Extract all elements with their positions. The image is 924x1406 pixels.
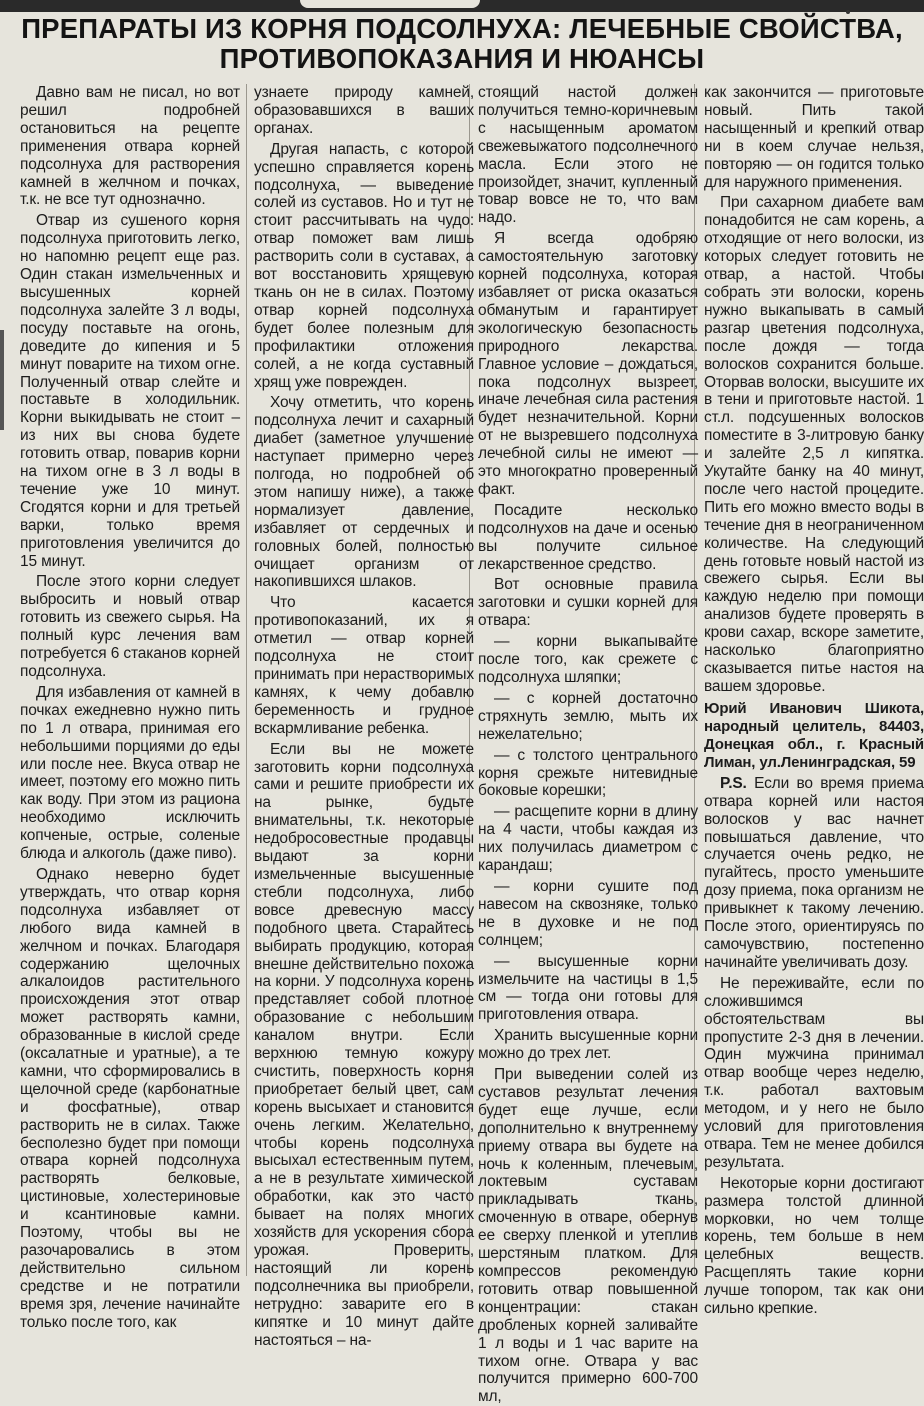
paragraph: Для избавления от камней в почках ежедневно нужно пить по 1 л отвара, принимая его небольшими порциями до еды или после нее. Вкуса отвар не имеет, поэтому его можно пить как воду. При этом из рациона необходимо исключить копченые, острые, соленые блюда и алкоголь (даже пиво).: [20, 683, 240, 863]
paragraph: Отвар из сушеного корня подсолнуха приготовить легко, но напомню рецепт еще раз. Один стакан измельченных и высушенных корней подсолнуха залейте 3 л воды, посуду поставьте на огонь, доведите до кипения и 5 минут поварите на тихом огне. Полученный отвар слейте и поставьте в холодильник. Корни выкидывать не стоит – из них вы снова будете готовить отвар, поварив корни на тихом огне в 3 л воды в течение уже 10 минут. Сгодятся корни и для третьей варки, только время приготовления увеличится до 15 минут.: [20, 212, 240, 570]
paragraph: Посадите несколько подсолнухов на даче и осенью вы получите сильное лекарственное средство.: [478, 501, 698, 573]
paragraph: Хранить высушенные корни можно до трех лет.: [478, 1027, 698, 1063]
paragraph: При выведении солей из суставов результат лечения будет еще лучше, если дополнительно к внутреннему приему отвара вы будете на ночь к коленным, плечевым, локтевым суставам прикладывать ткань, смоченную в отваре, обернув ее сверху пленкой и утеплив шерстяным платком. Для компрессов рекомендую готовить отвар повышенной концентрации: стакан дробленых корней заливайте 1 л воды и 1 час варите на тихом огне. Отвара у вас получится примерно 600-700 мл,: [478, 1066, 698, 1406]
column-2: [254, 84, 475, 1349]
column-3: [478, 84, 698, 1406]
paragraph: После этого корни следует выбросить и новый отвар готовить из свежего сырья. На полный курс лечения вам потребуется 6 стаканов корней подсолнуха.: [20, 573, 240, 680]
author-signature: Юрий Иванович Шикота, народный целитель, 84403, Донецкая обл., г. Красный Лиман, ул.Ленинградская, 59: [704, 699, 924, 771]
paragraph: Не переживайте, если по сложившимся обстоятельствам вы пропустите 2-3 дня в лечении. Один мужчина принимал отвар вообще через неделю, т.к. работал вахтовым методом, и у него не было условий для приготовления отвара. Тем не менее добился результата.: [704, 974, 924, 1171]
paragraph: Некоторые корни достигают размера толстой длинной морковки, но чем толще корень, тем больше в нем целебных веществ. Расщеплять такие корни лучше топором, так как они сильно крепкие.: [704, 1174, 924, 1318]
paragraph: Давно вам не писал, но вот решил подробней остановиться на рецепте применения отвара корней подсолнуха для растворения камней в желчном и почках, т.к. не все тут однозначно.: [20, 84, 240, 209]
paragraph: При сахарном диабете вам понадобится не сам корень, а отходящие от него волоски, из которых следует готовить не отвар, а настой. Чтобы собрать эти волоски, корень нужно выкапывать в самый разгар цветения подсолнуха, после дождя — тогда волосков сохранится больше. Оторвав волоски, высушите их в тени и приготовьте настой. 1 ст.л. подсушенных волосков поместите в 3-литровую банку и залейте 2,5 л кипятка. Укутайте банку на 40 минут, после чего настой процедите. Пить его можно вместо воды в течение дня в неограниченном количестве. На следующий день готовьте новый настой из свежего сырья. Если вы каждую неделю при помощи анализов будете проверять в крови сахар, вскоре заметите, насколько благоприятно сказывается питье настоя на вашем здоровье.: [704, 194, 924, 695]
paragraph: Вот основные правила заготовки и сушки корней для отвара:: [478, 576, 698, 630]
column-1: [20, 84, 240, 1331]
column-divider: [246, 84, 247, 1276]
top-border-gap: [300, 0, 480, 8]
paragraph: как закончится — приготовьте новый. Пить такой насыщенный и крепкий отвар ни в коем случае нельзя, повторяю — он годится только для наружного применения.: [704, 84, 924, 191]
column-4: [704, 84, 924, 1318]
paragraph: Если вы не можете заготовить корни подсолнуха сами и решите приобрести их на рынке, будьте внимательны, т.к. некоторые недобросовестные продавцы выдают за корни измельченные высушенные стебли подсолнуха, либо вовсе древесную массу подобного цвета. Старайтесь выбирать продукцию, которая внешне действительно похожа на корни. У подсолнуха корень представляет собой плотное образование с небольшим каналом внутри. Если верхнюю темную кожуру счистить, поверхность корня приобретает белый цвет, сам корень высыхает и становится очень легким. Желательно, чтобы корень подсолнуха высыхал естественным путем, а не в результате химической обработки, как это часто бывает на полях многих хозяйств для ускорения сбора урожая. Проверить, настоящий ли корень подсолнечника вы приобрели, нетрудно: заварите его в кипятке и 10 минут дайте настояться – на-: [254, 740, 474, 1349]
paragraph: Однако неверно будет утверждать, что отвар корня подсолнуха избавляет от любого вида камней в желчном и почках. Благодаря содержанию щелочных алкалоидов растительного происхождения этот отвар может растворять камни, образованные в кислой среде (оксалатные и уратные), а те камни, что сформировались в щелочной среде (карбонатные и фосфатные), отвар растворить не в силах. Также бесполезно будет при помощи отвара корней подсолнуха растворять белковые, цистиновые, холестериновые и ксантиновые камни. Поэтому, чтобы вы не разочаровались в этом действительно сильном средстве и не потратили время зря, лечение начинайте только после того, как: [20, 865, 240, 1331]
ps-text: Если во время приема отвара корней или настоя волосков у вас начнет повышаться давление, что случается очень редко, не пугайтесь, просто уменьшите дозу приема, пока организм не привыкнет к такому лечению. После этого, ориентируясь по самочувствию, постепенно начинайте увеличивать дозу.: [704, 774, 924, 971]
list-item: — с толстого центрального корня срежьте нитевидные боковые корешки;: [478, 746, 698, 800]
list-item: — корни выкапывайте после того, как срежете с подсолнуха шляпки;: [478, 633, 698, 686]
ps-label: P.S.: [720, 774, 747, 792]
paragraph: стоящий настой должен получиться темно-коричневым с насыщенным ароматом свежевыжатого подсолнечного масла. Если этого не произойдет, значит, купленный товар вовсе не то, что вам надо.: [478, 84, 698, 227]
left-edge-mark: [0, 330, 4, 430]
article-body: [6, 84, 924, 1406]
paragraph: Я всегда одобряю самостоятельную заготовку корней подсолнуха, которая избавляет от риска оказаться обманутым и гарантирует экологическую безопасность природного лекарства. Главное условие – дождаться, пока подсолнух вызреет, иначе лечебная сила растения будет незначительной. Корни от не вызревшего подсолнуха лечебной силы не имеют — это многократно проверенный факт.: [478, 230, 698, 498]
postscript: [704, 775, 924, 972]
list-item: — корни сушите под навесом на сквозняке, только не в духовке и не под солнцем;: [478, 877, 698, 949]
paragraph: Что касается противопоказаний, их я отметил — отвар корней подсолнуха не стоит принимать при нерастворимых камнях, к чему добавлю беременность и грудное вскармливание ребенка.: [254, 594, 475, 737]
list-item: — высушенные корни измельчите на частицы в 1,5 см — тогда они готовы для приготовления отвара.: [478, 952, 698, 1024]
list-item: — с корней достаточно стряхнуть землю, мыть их нежелательно;: [478, 689, 698, 743]
paragraph: Хочу отметить, что корень подсолнуха лечит и сахарный диабет (заметное улучшение наступает примерно через полгода, но подробней об этом напишу ниже), а также нормализует давление, избавляет от сердечных и головных болей, полностью очищает организм от накопившихся шлаков.: [254, 394, 474, 591]
article-headline: ПРЕПАРАТЫ ИЗ КОРНЯ ПОДСОЛНУХА: ЛЕЧЕБНЫЕ СВОЙСТВА, ПРОТИВОПОКАЗАНИЯ И НЮАНСЫ: [21, 13, 903, 74]
paragraph: узнаете природу камней, образовавшихся в ваших органах.: [254, 84, 474, 137]
paragraph: Другая напасть, с которой успешно справляется корень подсолнуха, — выведение солей из суставов. Но и тут не стоит рассчитывать на чудо: отвар поможет вам лишь растворить соли в суставах, а вот восстановить хрящевую ткань он не в силах. Поэтому отвар корней подсолнуха будет более полезным для профилактики отложения солей, а не когда суставный хрящ уже поврежден.: [254, 140, 474, 391]
list-item: — расщепите корни в длину на 4 части, чтобы каждая из них получилась диаметром с карандаш;: [478, 803, 698, 875]
